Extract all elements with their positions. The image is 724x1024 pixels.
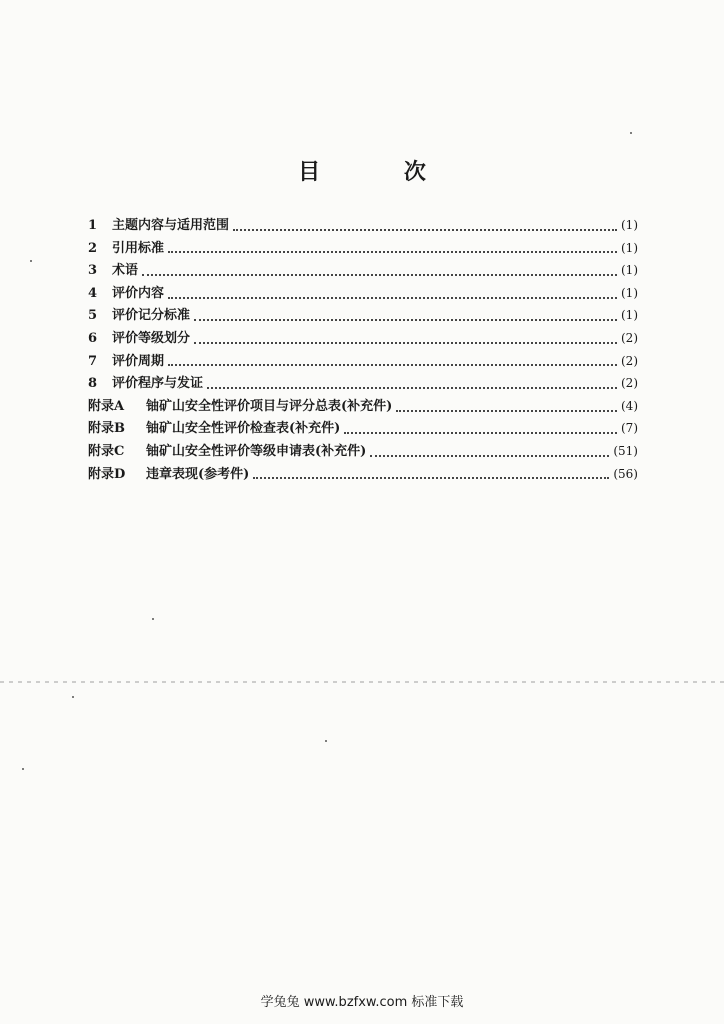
scan-speck <box>22 768 24 770</box>
dot-leader <box>344 431 617 434</box>
toc-entry-4[interactable] <box>88 282 638 305</box>
toc-entry-5[interactable] <box>88 304 638 327</box>
toc-entry-appendix-b[interactable] <box>88 417 638 440</box>
toc-title: 评价周期 <box>112 353 165 369</box>
dot-leader <box>194 318 617 321</box>
footer-watermark: 学兔兔 www.bzfxw.com 标准下载 <box>260 995 464 1010</box>
toc-page-number: (2) <box>621 330 638 345</box>
toc-page-number: (56) <box>613 466 638 481</box>
dot-leader <box>168 296 617 299</box>
dot-leader <box>253 476 609 479</box>
table-of-contents <box>88 214 638 485</box>
toc-page-number: (1) <box>621 308 638 323</box>
toc-title: 评价内容 <box>112 285 165 301</box>
toc-title: 引用标准 <box>112 240 165 256</box>
dot-leader <box>142 273 617 276</box>
scan-speck <box>325 740 327 742</box>
toc-number: 附录C <box>88 443 125 459</box>
dot-leader <box>396 409 617 412</box>
toc-number: 3 <box>88 263 98 279</box>
toc-number: 4 <box>88 285 98 301</box>
toc-page-number: (1) <box>621 263 638 278</box>
toc-number: 1 <box>88 218 98 233</box>
toc-page-number: (7) <box>621 421 638 436</box>
toc-number: 附录A <box>88 398 125 414</box>
toc-number: 5 <box>88 308 98 324</box>
toc-entry-appendix-c[interactable] <box>88 440 638 463</box>
toc-title: 评价等级划分 <box>112 330 191 346</box>
page-title: 目 次 <box>298 160 464 185</box>
toc-page-number: (1) <box>621 285 638 300</box>
scan-speck <box>630 132 632 134</box>
scan-speck <box>30 260 32 262</box>
toc-entry-6[interactable] <box>88 327 638 350</box>
dot-leader <box>168 363 617 366</box>
dot-leader <box>207 386 617 389</box>
dot-leader <box>194 341 617 344</box>
scan-speck <box>152 618 154 620</box>
toc-page-number: (2) <box>621 376 638 391</box>
dot-leader <box>168 250 617 253</box>
toc-entry-8[interactable] <box>88 372 638 395</box>
scan-artifact-line <box>0 681 724 683</box>
toc-page-number: (4) <box>621 398 638 413</box>
toc-number: 6 <box>88 330 98 346</box>
toc-title: 评价记分标准 <box>112 308 191 324</box>
toc-number: 8 <box>88 376 98 392</box>
toc-title: 铀矿山安全性评价检查表(补充件) <box>146 421 341 437</box>
toc-number: 附录D <box>88 466 126 482</box>
dot-leader <box>370 454 609 457</box>
toc-entry-appendix-d[interactable] <box>88 463 638 486</box>
toc-entry-3[interactable] <box>88 259 638 282</box>
scan-speck <box>72 696 74 698</box>
toc-number: 7 <box>88 353 98 369</box>
toc-entry-appendix-a[interactable] <box>88 395 638 418</box>
toc-page-number: (1) <box>621 218 638 232</box>
toc-number: 2 <box>88 240 98 256</box>
toc-page-number: (2) <box>621 353 638 368</box>
toc-title: 评价程序与发证 <box>112 376 204 392</box>
toc-title: 违章表现(参考件) <box>146 466 250 482</box>
toc-title: 主题内容与适用范围 <box>112 218 230 233</box>
toc-entry-1[interactable] <box>88 214 638 237</box>
toc-number: 附录B <box>88 421 125 437</box>
toc-page-number: (1) <box>621 240 638 255</box>
toc-entry-2[interactable] <box>88 237 638 260</box>
toc-entry-7[interactable] <box>88 350 638 373</box>
toc-title: 铀矿山安全性评价等级申请表(补充件) <box>146 443 367 459</box>
dot-leader <box>233 228 617 231</box>
toc-page-number: (51) <box>613 443 638 458</box>
toc-title: 术语 <box>112 263 139 279</box>
toc-title: 铀矿山安全性评价项目与评分总表(补充件) <box>146 398 393 414</box>
